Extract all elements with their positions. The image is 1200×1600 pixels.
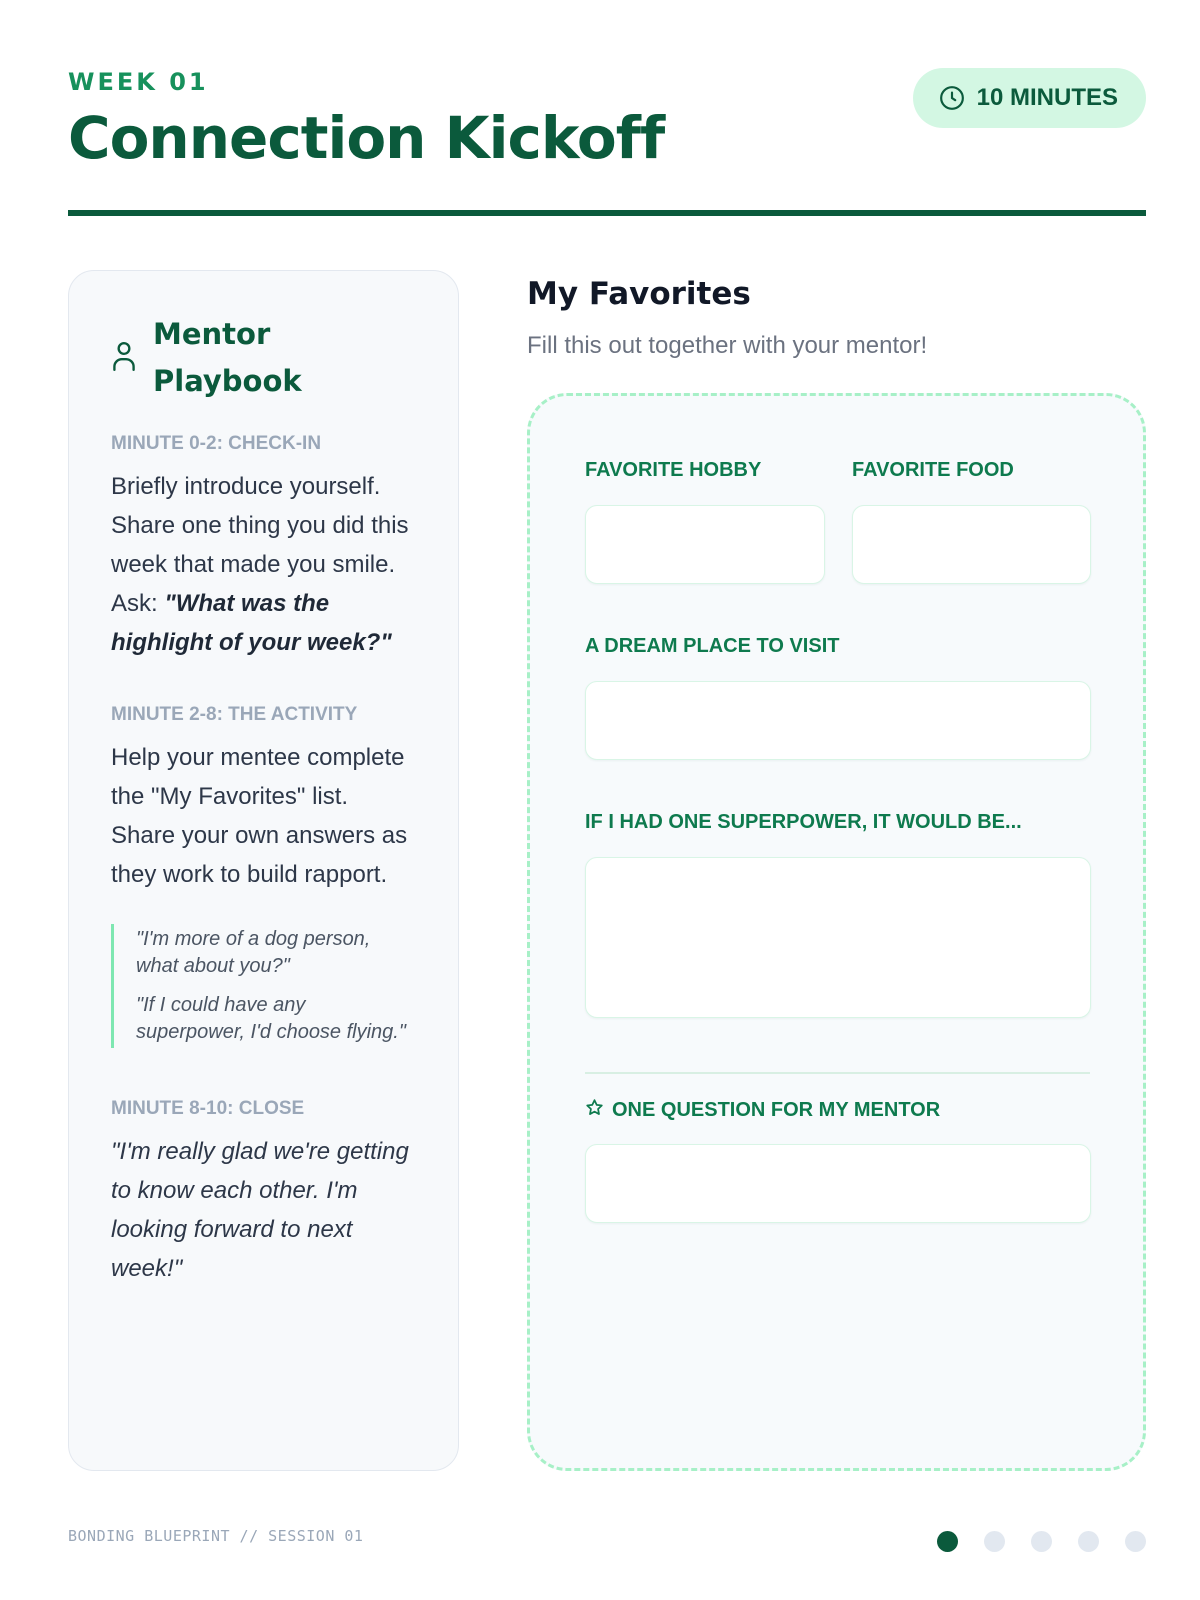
checkin-instructions: Briefly introduce yourself. Share one thing you did this week that made you smile. Ask: xyxy=(111,473,409,617)
activity-subtitle: Fill this out together with your mentor! xyxy=(527,332,928,359)
checkin-question: "What was the highlight of your week?" xyxy=(111,590,392,656)
page-indicator xyxy=(937,1531,1146,1552)
food-label: FAVORITE FOOD xyxy=(852,459,1014,481)
question-label-row xyxy=(585,1098,940,1123)
page-dot[interactable] xyxy=(984,1531,1005,1552)
mentor-question-input[interactable] xyxy=(585,1144,1091,1223)
page-header xyxy=(68,68,1146,216)
activity-title: My Favorites xyxy=(527,276,751,312)
page-dot-active[interactable] xyxy=(937,1531,958,1552)
page-dot[interactable] xyxy=(1078,1531,1099,1552)
step-text-close: "I'm really glad we're getting to know each other. I'm looking forward to next week!" xyxy=(111,1138,409,1282)
dream-place-label: A DREAM PLACE TO VISIT xyxy=(585,635,840,657)
playbook-title: Mentor Playbook xyxy=(153,317,302,398)
superpower-label: IF I HAD ONE SUPERPOWER, IT WOULD BE... xyxy=(585,811,1022,833)
step-label-close: MINUTE 8-10: CLOSE xyxy=(111,1098,305,1119)
question-label: ONE QUESTION FOR MY MENTOR xyxy=(612,1099,941,1121)
favorites-form xyxy=(527,393,1146,1471)
hobby-label: FAVORITE HOBBY xyxy=(585,459,762,481)
example-quotes xyxy=(111,924,418,1048)
duration-badge xyxy=(913,68,1146,128)
week-label: WEEK 01 xyxy=(68,68,209,96)
form-divider xyxy=(585,1072,1090,1074)
dream-place-input[interactable] xyxy=(585,681,1091,760)
page-dot[interactable] xyxy=(1125,1531,1146,1552)
duration-label: 10 MINUTES xyxy=(976,84,1118,111)
step-text-checkin xyxy=(111,467,418,662)
page-title: Connection Kickoff xyxy=(68,104,665,172)
page-dot[interactable] xyxy=(1031,1531,1052,1552)
step-label-checkin: MINUTE 0-2: CHECK-IN xyxy=(111,433,322,454)
example-quote: "If I could have any superpower, I'd choose flying." xyxy=(136,994,406,1043)
playbook-header xyxy=(111,311,418,405)
star-icon xyxy=(585,1098,604,1123)
hobby-input[interactable] xyxy=(585,505,825,584)
activity-section xyxy=(527,270,1146,1471)
superpower-input[interactable] xyxy=(585,857,1091,1018)
user-icon xyxy=(111,340,137,377)
mentor-playbook xyxy=(68,270,459,1471)
header-divider xyxy=(68,210,1146,216)
footer-brand: BONDING BLUEPRINT // SESSION 01 xyxy=(68,1527,364,1545)
example-quote: "I'm more of a dog person, what about you?" xyxy=(136,928,371,977)
food-input[interactable] xyxy=(852,505,1091,584)
step-label-activity: MINUTE 2-8: THE ACTIVITY xyxy=(111,704,358,725)
clock-icon xyxy=(939,85,965,111)
step-text-activity: Help your mentee complete the "My Favorites" list. Share your own answers as they work to build rapport. xyxy=(111,744,408,888)
